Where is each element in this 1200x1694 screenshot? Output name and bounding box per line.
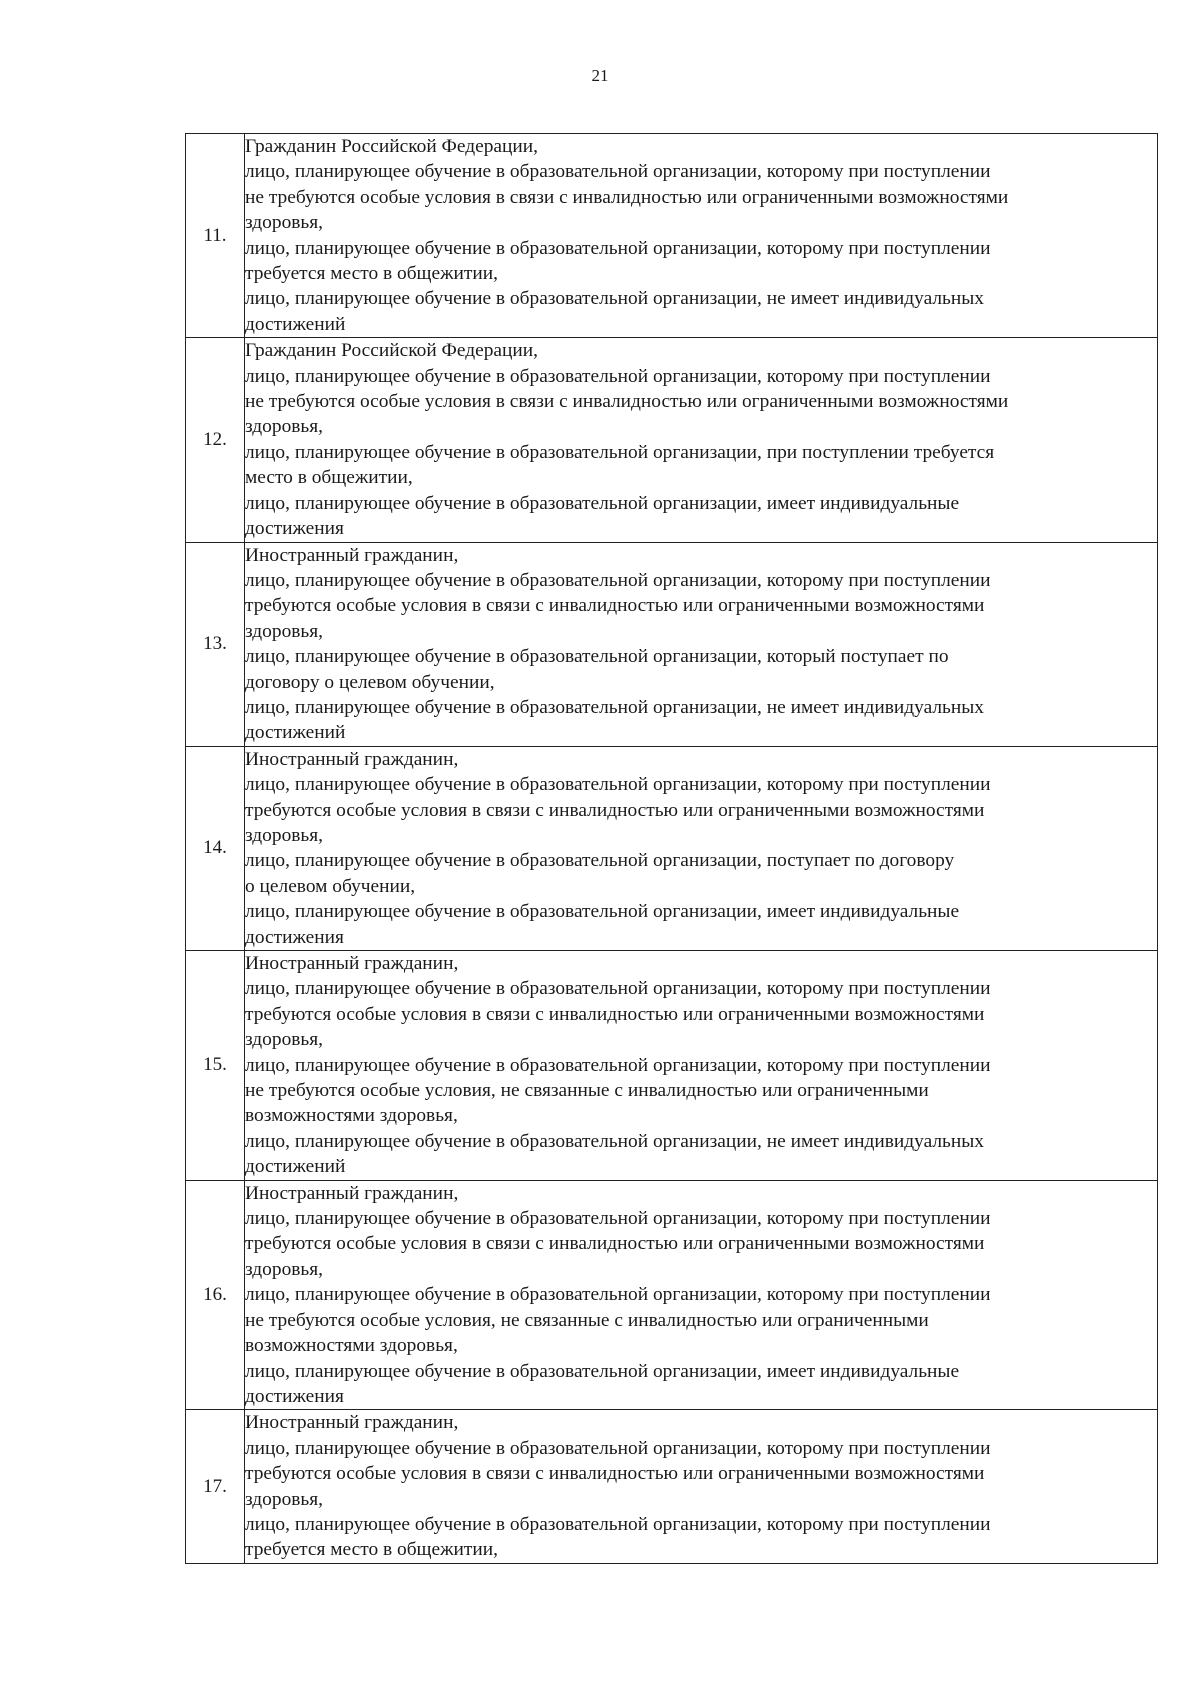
description-line: требуется место в общежитии,	[245, 1539, 498, 1561]
row-number: 12.	[186, 338, 245, 542]
table-row	[186, 746, 1158, 950]
description-line: не требуются особые условия в связи с инвалидностью или ограниченными возможностями	[245, 391, 1009, 413]
row-description	[245, 746, 1158, 950]
table-row	[186, 1180, 1158, 1410]
row-number: 13.	[186, 542, 245, 746]
table-row	[186, 134, 1158, 338]
description-line: здоровья,	[245, 824, 324, 846]
table-row	[186, 951, 1158, 1181]
description-line: здоровья,	[245, 1488, 324, 1510]
description-line: достижений	[245, 722, 346, 744]
row-description	[245, 1180, 1158, 1410]
row-description	[245, 134, 1158, 338]
table-row	[186, 338, 1158, 542]
description-line: лицо, планирующее обучение в образовательной организации, имеет индивидуальные	[245, 492, 960, 514]
description-line: достижения	[245, 926, 344, 948]
description-line: Гражданин Российской Федерации,	[245, 136, 538, 157]
row-number: 17.	[186, 1410, 245, 1563]
description-line: договору о целевом обучении,	[245, 671, 495, 693]
description-line: Гражданин Российской Федерации,	[245, 340, 538, 362]
description-line: возможностями здоровья,	[245, 1335, 458, 1357]
description-line: не требуются особые условия, не связанные с инвалидностью или ограниченными	[245, 1080, 929, 1102]
description-line: лицо, планирующее обучение в образовательной организации, которому при поступлении	[245, 237, 991, 259]
description-line: лицо, планирующее обучение в образовательной организации, поступает по договору	[245, 850, 955, 872]
description-line: лицо, планирующее обучение в образовательной организации, которому при поступлении	[245, 1284, 991, 1306]
table-row	[186, 1410, 1158, 1563]
row-number: 14.	[186, 746, 245, 950]
description-line: Иностранный гражданин,	[245, 544, 459, 566]
table-row	[186, 542, 1158, 746]
description-line: Иностранный гражданин,	[245, 748, 459, 770]
description-line: лицо, планирующее обучение в образовательной организации, которому при поступлении	[245, 774, 991, 796]
row-description	[245, 542, 1158, 746]
description-line: требуются особые условия в связи с инвалидностью или ограниченными возможностями	[245, 1463, 985, 1485]
description-line: о целевом обучении,	[245, 875, 416, 897]
description-line: лицо, планирующее обучение в образовательной организации, не имеет индивидуальных	[245, 288, 984, 310]
description-line: требуются особые условия в связи с инвалидностью или ограниченными возможностями	[245, 595, 985, 617]
description-line: лицо, планирующее обучение в образовательной организации, имеет индивидуальные	[245, 901, 960, 923]
description-line: возможностями здоровья,	[245, 1105, 458, 1127]
description-line: здоровья,	[245, 1258, 324, 1280]
description-line: здоровья,	[245, 1029, 324, 1051]
description-line: Иностранный гражданин,	[245, 953, 459, 974]
criteria-table-body	[186, 134, 1158, 1564]
description-line: требуются особые условия в связи с инвалидностью или ограниченными возможностями	[245, 1003, 985, 1025]
description-line: лицо, планирующее обучение в образовательной организации, которому при поступлении	[245, 1513, 991, 1535]
row-number: 11.	[186, 134, 245, 338]
description-line: Иностранный гражданин,	[245, 1182, 459, 1204]
description-line: лицо, планирующее обучение в образовательной организации, который поступает по	[245, 646, 949, 668]
description-line: лицо, планирующее обучение в образовательной организации, которому при поступлении	[245, 569, 991, 591]
description-line: Иностранный гражданин,	[245, 1412, 459, 1434]
description-line: здоровья,	[245, 620, 324, 642]
description-line: здоровья,	[245, 416, 324, 438]
description-line: не требуются особые условия в связи с инвалидностью или ограниченными возможностями	[245, 186, 1009, 208]
description-line: место в общежитии,	[245, 467, 413, 489]
description-line: требуются особые условия в связи с инвалидностью или ограниченными возможностями	[245, 799, 985, 821]
row-number: 16.	[186, 1180, 245, 1410]
description-line: достижений	[245, 1156, 346, 1178]
row-description	[245, 951, 1158, 1181]
page-number: 21	[591, 66, 609, 85]
description-line: требуется место в общежитии,	[245, 263, 498, 285]
row-description	[245, 338, 1158, 542]
description-line: лицо, планирующее обучение в образовательной организации, не имеет индивидуальных	[245, 696, 984, 718]
description-line: требуются особые условия в связи с инвалидностью или ограниченными возможностями	[245, 1233, 985, 1255]
description-line: лицо, планирующее обучение в образовательной организации, которому при поступлении	[245, 1054, 991, 1076]
description-line: достижений	[245, 313, 346, 335]
description-line: здоровья,	[245, 212, 324, 234]
description-line: лицо, планирующее обучение в образовательной организации, которому при поступлении	[245, 978, 991, 1000]
description-line: достижения	[245, 1385, 344, 1407]
row-number: 15.	[186, 951, 245, 1181]
description-line: лицо, планирующее обучение в образовательной организации, не имеет индивидуальных	[245, 1130, 984, 1152]
description-line: лицо, планирующее обучение в образовательной организации, которому при поступлении	[245, 365, 991, 387]
description-line: лицо, планирующее обучение в образовательной организации, которому при поступлении	[245, 1437, 991, 1459]
description-line: не требуются особые условия, не связанные с инвалидностью или ограниченными	[245, 1309, 929, 1331]
description-line: лицо, планирующее обучение в образовательной организации, которому при поступлении	[245, 161, 991, 183]
row-description	[245, 1410, 1158, 1563]
description-line: лицо, планирующее обучение в образовательной организации, которому при поступлении	[245, 1208, 991, 1230]
description-line: лицо, планирующее обучение в образовательной организации, имеет индивидуальные	[245, 1360, 960, 1382]
description-line: достижения	[245, 518, 344, 540]
description-line: лицо, планирующее обучение в образовательной организации, при поступлении требуется	[245, 441, 995, 463]
criteria-table	[185, 133, 1158, 1564]
